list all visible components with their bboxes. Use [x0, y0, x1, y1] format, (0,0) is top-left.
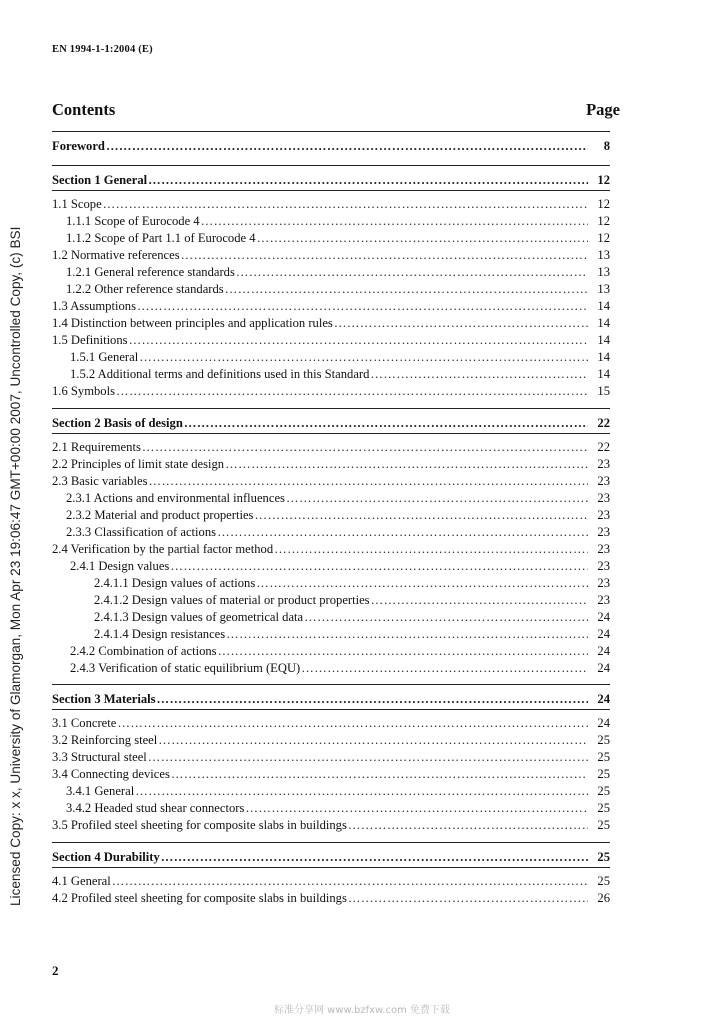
toc-entry-page: 15 — [597, 384, 610, 398]
toc-entry[interactable] — [52, 508, 610, 525]
dot-leader — [128, 333, 588, 348]
toc-entry[interactable] — [52, 440, 610, 457]
dot-leader — [138, 350, 588, 365]
dot-leader — [244, 801, 588, 816]
toc-entry-page: 14 — [597, 333, 610, 347]
toc-entry-title: 2.4.2 Combination of actions — [70, 644, 217, 658]
toc-entry[interactable] — [52, 299, 610, 316]
dot-leader — [147, 474, 588, 489]
toc-entry[interactable] — [52, 214, 610, 231]
dot-leader — [256, 231, 588, 246]
toc-entry[interactable] — [52, 282, 610, 299]
toc-entry-page: 22 — [597, 416, 610, 430]
toc-entry[interactable] — [52, 644, 610, 661]
toc-entry-title: Section 4 Durability — [52, 850, 160, 864]
dot-leader — [224, 282, 588, 297]
toc-entry[interactable] — [52, 197, 610, 214]
toc-entry-title: 4.1 General — [52, 874, 111, 888]
toc-entry-page: 12 — [597, 231, 610, 245]
toc-section-entry[interactable] — [52, 692, 610, 709]
toc-entry-page: 25 — [597, 750, 610, 764]
toc-section-entry[interactable] — [52, 173, 610, 190]
toc-entry-title: 1.5.2 Additional terms and definitions used in this Standard — [70, 367, 370, 381]
table-of-contents — [52, 0, 610, 1024]
toc-entry[interactable] — [52, 576, 610, 593]
toc-entry-title: 1.2.1 General reference standards — [66, 265, 235, 279]
toc-entry-title: 1.2.2 Other reference standards — [66, 282, 224, 296]
dot-leader — [115, 384, 588, 399]
toc-entry-page: 14 — [597, 299, 610, 313]
toc-entry-title: 3.2 Reinforcing steel — [52, 733, 158, 747]
toc-entry-title: 1.6 Symbols — [52, 384, 115, 398]
toc-entry-title: 2.4.1.1 Design values of actions — [94, 576, 256, 590]
dot-leader — [102, 197, 588, 212]
toc-entry-title: 3.1 Concrete — [52, 716, 117, 730]
toc-entry[interactable] — [52, 367, 610, 384]
toc-entry-page: 23 — [597, 542, 610, 556]
toc-entry[interactable] — [52, 248, 610, 265]
dot-leader — [253, 508, 588, 523]
toc-entry-page: 23 — [597, 593, 610, 607]
toc-entry-page: 13 — [597, 265, 610, 279]
toc-entry-page: 25 — [597, 767, 610, 781]
dot-leader — [285, 491, 588, 506]
toc-entry-title: 1.5 Definitions — [52, 333, 128, 347]
toc-entry-page: 14 — [597, 316, 610, 330]
toc-entry[interactable] — [52, 784, 610, 801]
dot-leader — [273, 542, 588, 557]
toc-entry-page: 25 — [597, 801, 610, 815]
toc-entry-title: 1.1.1 Scope of Eurocode 4 — [66, 214, 200, 228]
dot-leader — [224, 457, 588, 472]
watermark-text: 标准分享网 www.bzfxw.com 免费下载 — [274, 1005, 450, 1016]
document-id: EN 1994-1-1:2004 (E) — [52, 44, 153, 55]
toc-entry-title: Foreword — [52, 139, 105, 153]
toc-entry[interactable] — [52, 750, 610, 767]
toc-entry[interactable] — [52, 525, 610, 542]
toc-entry-title: 1.2 Normative references — [52, 248, 180, 262]
dot-leader — [116, 716, 588, 731]
toc-entry-page: 23 — [597, 491, 610, 505]
toc-entry-page: 24 — [597, 610, 610, 624]
toc-entry[interactable] — [52, 384, 610, 401]
toc-entry-title: 2.4.1 Design values — [70, 559, 170, 573]
toc-entry-page: 22 — [597, 440, 610, 454]
toc-entry[interactable] — [52, 593, 610, 610]
toc-entry-page: 13 — [597, 248, 610, 262]
page-column-label: Page — [586, 100, 620, 119]
toc-entry-page: 12 — [597, 197, 610, 211]
toc-entry-page: 23 — [597, 508, 610, 522]
toc-entry[interactable] — [52, 491, 610, 508]
dot-leader — [169, 559, 588, 574]
toc-entry-title: 2.3.3 Classification of actions — [66, 525, 217, 539]
toc-entry-title: 2.2 Principles of limit state design — [52, 457, 225, 471]
toc-entry-page: 14 — [597, 367, 610, 381]
toc-entry-title: Section 3 Materials — [52, 692, 156, 706]
license-notice: Licensed Copy: x x, University of Glamorgan, Mon Apr 23 19:06:47 GMT+00:00 2007, Uncontrolled Copy, (c) BSI — [8, 226, 23, 906]
toc-entry[interactable] — [52, 559, 610, 576]
toc-entry[interactable] — [52, 767, 610, 784]
toc-entry-page: 14 — [597, 350, 610, 364]
toc-entry-page: 24 — [597, 627, 610, 641]
toc-entry[interactable] — [52, 610, 610, 627]
toc-entry[interactable] — [52, 333, 610, 350]
toc-entry[interactable] — [52, 627, 610, 644]
toc-entry-title: Section 1 General — [52, 173, 148, 187]
toc-section-entry[interactable] — [52, 416, 610, 433]
toc-entry[interactable] — [52, 661, 610, 678]
toc-entry[interactable] — [52, 457, 610, 474]
toc-entry-title: 1.1.2 Scope of Part 1.1 of Eurocode 4 — [66, 231, 256, 245]
toc-entry-page: 24 — [597, 716, 610, 730]
dot-leader — [347, 818, 588, 833]
toc-entry-title: 1.3 Assumptions — [52, 299, 136, 313]
toc-section-entry[interactable] — [52, 139, 610, 156]
toc-entry-page: 23 — [597, 559, 610, 573]
dot-leader — [147, 750, 588, 765]
toc-entry[interactable] — [52, 891, 610, 908]
dot-leader — [160, 850, 588, 865]
dot-leader — [370, 593, 588, 608]
toc-entry[interactable] — [52, 316, 610, 333]
dot-leader — [333, 316, 588, 331]
toc-entry-page: 25 — [597, 784, 610, 798]
toc-section-entry[interactable] — [52, 850, 610, 867]
toc-entry-page: 25 — [597, 818, 610, 832]
dot-leader — [156, 692, 588, 707]
toc-entry-title: 2.1 Requirements — [52, 440, 141, 454]
toc-entry-title: 3.4.2 Headed stud shear connectors — [66, 801, 245, 815]
dot-leader — [225, 627, 588, 642]
toc-entry-title: 3.4 Connecting devices — [52, 767, 170, 781]
toc-entry[interactable] — [52, 474, 610, 491]
toc-entry-page: 25 — [597, 733, 610, 747]
toc-entry-title: 2.3.2 Material and product properties — [66, 508, 254, 522]
dot-leader — [147, 173, 588, 188]
toc-entry-page: 12 — [597, 214, 610, 228]
toc-entry-title: 2.4 Verification by the partial factor method — [52, 542, 274, 556]
page-number: 2 — [52, 963, 59, 978]
toc-entry[interactable] — [52, 733, 610, 750]
toc-entry[interactable] — [52, 874, 610, 891]
toc-entry[interactable] — [52, 801, 610, 818]
toc-entry-page: 24 — [597, 644, 610, 658]
dot-leader — [369, 367, 588, 382]
dot-leader — [216, 525, 588, 540]
dot-leader — [170, 767, 588, 782]
dot-leader — [134, 784, 588, 799]
toc-entry[interactable] — [52, 542, 610, 559]
toc-entry-title: 1.5.1 General — [70, 350, 139, 364]
toc-entry-title: 2.4.1.4 Design resistances — [94, 627, 226, 641]
dot-leader — [141, 440, 588, 455]
dot-leader — [180, 248, 588, 263]
toc-entry-page: 26 — [597, 891, 610, 905]
toc-entry-page: 12 — [597, 173, 610, 187]
dot-leader — [200, 214, 588, 229]
toc-entry-page: 8 — [603, 139, 610, 153]
toc-entry-title: 3.3 Structural steel — [52, 750, 147, 764]
toc-entry[interactable] — [52, 265, 610, 282]
toc-entry-page: 13 — [597, 282, 610, 296]
toc-entry-title: 2.4.1.3 Design values of geometrical data — [94, 610, 304, 624]
toc-entry-page: 25 — [597, 850, 610, 864]
toc-entry-page: 25 — [597, 874, 610, 888]
toc-entry[interactable] — [52, 716, 610, 733]
toc-entry[interactable] — [52, 350, 610, 367]
toc-entry-title: 3.5 Profiled steel sheeting for composite slabs in buildings — [52, 818, 347, 832]
dot-leader — [157, 733, 588, 748]
dot-leader — [105, 139, 588, 154]
toc-entry-title: 3.4.1 General — [66, 784, 135, 798]
dot-leader — [303, 610, 588, 625]
toc-entry[interactable] — [52, 231, 610, 248]
toc-entry-title: 2.4.3 Verification of static equilibrium (EQU) — [70, 661, 301, 675]
toc-entry-page: 23 — [597, 576, 610, 590]
dot-leader — [235, 265, 588, 280]
dot-leader — [300, 661, 588, 676]
dot-leader — [183, 416, 588, 431]
toc-entry-title: 1.1 Scope — [52, 197, 102, 211]
toc-entry[interactable] — [52, 818, 610, 835]
toc-entry-title: 2.4.1.2 Design values of material or product properties — [94, 593, 370, 607]
toc-entry-title: Section 2 Basis of design — [52, 416, 183, 430]
toc-entry-title: 2.3 Basic variables — [52, 474, 148, 488]
contents-title: Contents — [52, 100, 116, 119]
dot-leader — [347, 891, 588, 906]
toc-entry-title: 2.3.1 Actions and environmental influences — [66, 491, 285, 505]
toc-entry-page: 24 — [597, 661, 610, 675]
toc-entry-page: 23 — [597, 474, 610, 488]
toc-entry-page: 23 — [597, 457, 610, 471]
dot-leader — [136, 299, 588, 314]
dot-leader — [255, 576, 588, 591]
toc-entry-page: 23 — [597, 525, 610, 539]
dot-leader — [111, 874, 588, 889]
toc-entry-page: 24 — [597, 692, 610, 706]
toc-entry-title: 4.2 Profiled steel sheeting for composite slabs in buildings — [52, 891, 347, 905]
dot-leader — [217, 644, 588, 659]
toc-entry-title: 1.4 Distinction between principles and application rules — [52, 316, 333, 330]
